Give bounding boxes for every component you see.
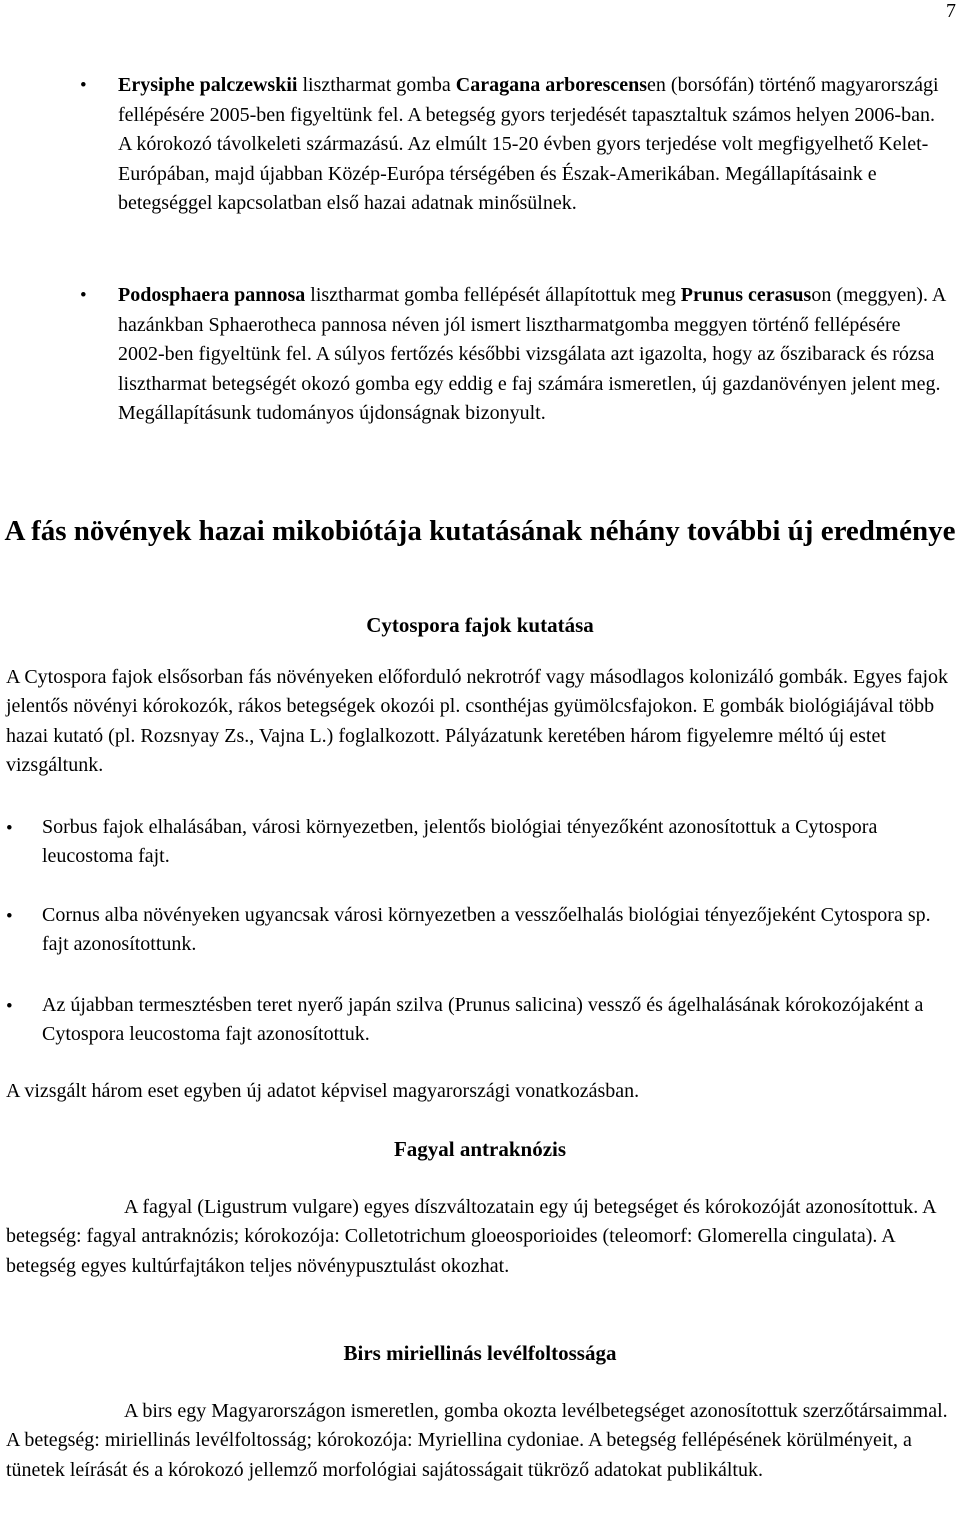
text-run: on (meggyen). A hazánkban Sphaerotheca pannosa néven jól ismert lisztharmatgomba meggyen történő fellépésére 2002-ben figyeltünk fel. A súlyos fertőzés későbbi vizsgálata azt igazolta, hogy az őszibarack és rózsa lisztharmat betegségét okozó gomba egy eddig e faj számára ismeretlen, új gazdanövényen jelent meg. Megállapításunk tudományos újdonságnak bizonyult. (118, 284, 946, 424)
main-heading: A fás növények hazai mikobiótája kutatásának néhány további új eredménye (4, 515, 956, 547)
list-bullet: • (6, 996, 13, 1017)
list-bullet: • (80, 75, 87, 96)
birs-text: A birs egy Magyarországon ismeretlen, gomba okozta levélbetegséget azonosítottuk szerzőtársaimmal. A betegség: miriellinás levélfoltosság; kórokozója: Myriellina cydoniae. A betegség fellépésének körülményeit, a tünetek leírását és a kórokozó jellemző morfológiai sajátosságait tükröző adatokat publikáltuk. (6, 1400, 948, 1481)
fagyal-text: A fagyal (Ligustrum vulgare) egyes díszváltozatain egy új betegséget és kórokozóját azonosítottuk. A betegség: fagyal antraknózis; kórokozója: Colletotrichum gloeosporioides (teleomorf: Glomerella cingulata). A betegség egyes kultúrfajtákon teljes növénypusztulást okozhat. (6, 1196, 936, 1277)
host-name: Prunus cerasus (680, 284, 812, 306)
section-heading-birs: Birs miriellinás levélfoltossága (343, 1341, 617, 1365)
text-run: lisztharmat gomba fellépését állapítottuk meg (305, 284, 681, 306)
text-run: en (borsófán) történő magyarországi fellépésére 2005-ben figyeltünk fel. A betegség gyors terjedését tapasztaltuk számos helyen 2006-ban. A kórokozó távolkeleti származású. Az elmúlt 15-20 évben gyors terjedése volt megfigyelhető Kelet-Európában, majd újabban Közép-Európa térségében és Észak-Amerikában. Megállapításaink e betegséggel kapcsolatban első hazai adatnak minősülnek. (118, 74, 939, 214)
host-name: Caragana arborescens (455, 74, 648, 96)
species-name: Podosphaera pannosa (118, 284, 306, 306)
text-run: lisztharmat gomba (297, 74, 456, 96)
list-bullet: • (6, 818, 13, 839)
list-bullet: • (6, 906, 13, 927)
section-heading-cytospora: Cytospora fajok kutatása (366, 613, 594, 637)
list-item-podosphaera (118, 281, 948, 429)
list-bullet: • (80, 285, 87, 306)
page-number: 7 (946, 0, 956, 22)
list-item-erysiphe (118, 71, 948, 219)
cytospora-summary: A vizsgált három eset egyben új adatot képvisel magyarországi vonatkozásban. (6, 1080, 640, 1102)
section-heading-fagyal: Fagyal antraknózis (393, 1137, 567, 1161)
cytospora-item-cornus: Cornus alba növényeken ugyancsak városi környezetben a vesszőelhalás biológiai tényezőjeként Cytospora sp. fajt azonosítottunk. (42, 904, 931, 956)
cytospora-item-prunus: Az újabban termesztésben teret nyerő japán szilva (Prunus salicina) vessző és ágelhalásának kórokozójaként a Cytospora leucostoma fajt azonosítottuk. (42, 994, 924, 1046)
cytospora-item-sorbus: Sorbus fajok elhalásában, városi környezetben, jelentős biológiai tényezőként azonosítottuk a Cytospora leucostoma fajt. (42, 816, 878, 868)
cytospora-intro: A Cytospora fajok elsősorban fás növényeken előforduló nekrotróf vagy másodlagos kolonizáló gombák. Egyes fajok jelentős növényi kórokozók, rákos betegségek okozói pl. csonthéjas gyümölcsfajokon. E gombák biológiájával több hazai kutató (pl. Rozsnyay Zs., Vajna L.) foglalkozott. Pályázatunk keretében három figyelemre méltó új estet vizsgáltunk. (6, 666, 949, 776)
species-name: Erysiphe palczewskii (118, 74, 298, 96)
